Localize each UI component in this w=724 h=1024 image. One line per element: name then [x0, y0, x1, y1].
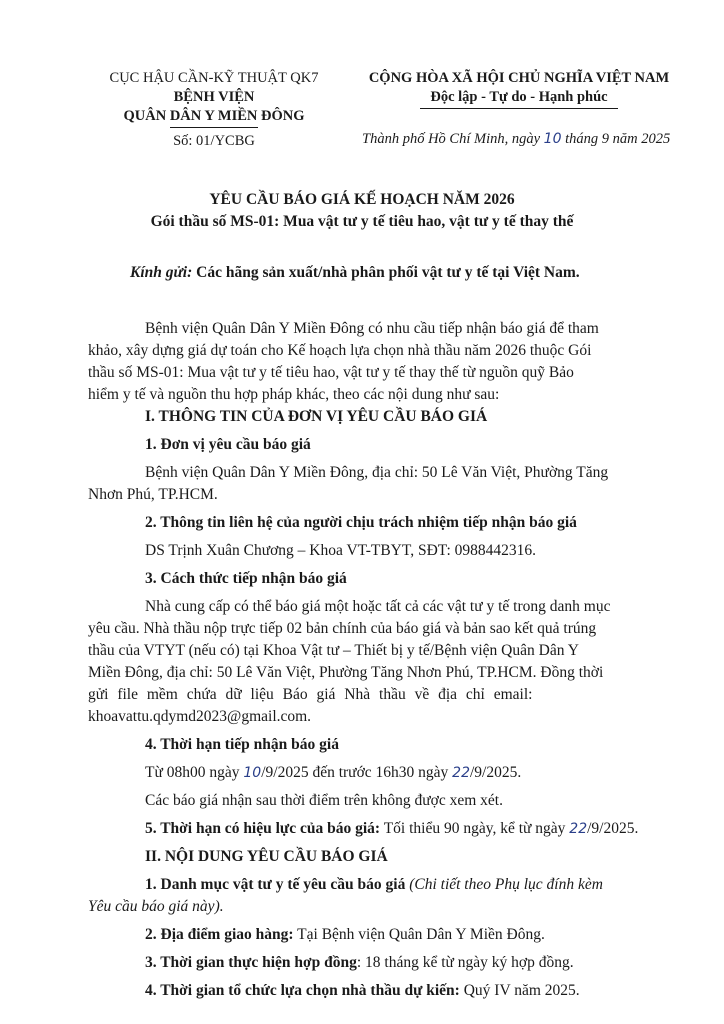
subsection-1-5-heading: 5. Thời hạn có hiệu lực của báo giá: — [145, 820, 381, 837]
subsection-1-3-heading: 3. Cách thức tiếp nhận báo giá — [145, 570, 347, 587]
subsection-1-4-heading: 4. Thời hạn tiếp nhận báo giá — [145, 736, 339, 753]
left-header-rule — [170, 127, 258, 128]
date-day-handwritten: 10 — [543, 131, 562, 147]
item-2-4-heading: 4. Thời gian tổ chức lựa chọn nhà thầu dự kiến: — [145, 982, 460, 999]
deadline-suffix: /9/2025. — [469, 764, 522, 781]
subsection-1-5-line — [145, 818, 638, 840]
item-2-2-heading: 2. Địa điểm giao hàng: — [145, 926, 294, 943]
validity-day-handwritten: 22 — [569, 821, 588, 837]
subsection-1-1-line-2: Nhơn Phú, TP.HCM. — [88, 486, 218, 503]
validity-text: Tối thiểu 90 ngày, kể từ ngày — [383, 820, 566, 837]
deadline-day-start-handwritten: 10 — [243, 765, 262, 781]
intro-line-3: thầu số MS-01: Mua vật tư y tế tiêu hao, vật tư y tế thay thế từ nguồn quỹ Bảo — [88, 364, 574, 381]
subsection-1-2-text: DS Trịnh Xuân Chương – Khoa VT-TBYT, SĐT: 0988442316. — [145, 542, 537, 559]
validity-suffix: /9/2025. — [587, 820, 639, 837]
intro-line-4: hiểm y tế và nguồn thu hợp pháp khác, theo các nội dung như sau: — [88, 386, 500, 403]
item-2-1-heading: 1. Danh mục vật tư y tế yêu cầu báo giá — [145, 876, 406, 893]
intro-line-2: khảo, xây dựng giá dự toán cho Kế hoạch lựa chọn nhà thầu năm 2026 thuộc Gói — [88, 342, 592, 359]
item-2-2-text: Tại Bệnh viện Quân Dân Y Miền Đông. — [297, 926, 545, 943]
recipient-label: Kính gửi: — [130, 264, 193, 281]
deadline-middle: /9/2025 đến trước 16h30 ngày — [261, 764, 449, 781]
hospital-name: QUÂN DÂN Y MIỀN ĐÔNG — [123, 108, 305, 124]
agency-name: CỤC HẬU CẦN-KỸ THUẬT QK7 — [109, 70, 319, 86]
section-2-heading: II. NỘI DUNG YÊU CẦU BÁO GIÁ — [145, 848, 388, 865]
subsection-1-4-line-2: Các báo giá nhận sau thời điểm trên không được xem xét. — [145, 792, 503, 809]
document-subtitle: Gói thầu số MS-01: Mua vật tư y tế tiêu hao, vật tư y tế thay thế — [150, 213, 574, 230]
item-2-1-note-a: (Chi tiết theo Phụ lục đính kèm — [409, 876, 603, 893]
subsection-1-2-heading: 2. Thông tin liên hệ của người chịu trách nhiệm tiếp nhận báo giá — [145, 514, 577, 531]
intro-line-1: Bệnh viện Quân Dân Y Miền Đông có nhu cầu tiếp nhận báo giá để tham — [145, 320, 599, 337]
subsection-1-3-line-3: thầu của VTYT (nếu có) tại Khoa Vật tư – Thiết bị y tế/Bệnh viện Quân Dân Y — [88, 642, 579, 659]
item-2-1-line-1 — [145, 874, 603, 896]
item-2-3-line — [145, 952, 574, 974]
country-title: CỘNG HÒA XÃ HỘI CHỦ NGHĨA VIỆT NAM — [368, 70, 670, 86]
deadline-prefix: Từ 08h00 ngày — [145, 764, 240, 781]
item-2-2-line — [145, 924, 545, 946]
recipient-text: Các hãng sản xuất/nhà phân phối vật tư y tế tại Việt Nam. — [196, 264, 580, 281]
recipient-line — [130, 262, 580, 284]
subsection-1-1-line-1: Bệnh viện Quân Dân Y Miền Đông, địa chỉ: 50 Lê Văn Việt, Phường Tăng — [145, 464, 609, 481]
item-2-1-note-b: Yêu cầu báo giá này). — [88, 898, 224, 915]
document-number: Số: 01/YCBG — [173, 133, 255, 149]
hospital-label: BỆNH VIỆN — [173, 89, 255, 105]
subsection-1-3-line-1: Nhà cung cấp có thể báo giá một hoặc tất cả các vật tư y tế trong danh mục — [145, 598, 611, 615]
subsection-1-1-heading: 1. Đơn vị yêu cầu báo giá — [145, 436, 311, 453]
date-line — [362, 131, 670, 148]
document-title: YÊU CẦU BÁO GIÁ KẾ HOẠCH NĂM 2026 — [209, 191, 515, 208]
subsection-1-3-line-5: gửi file mềm chứa dữ liệu Báo giá Nhà thầu về địa chỉ email: — [88, 686, 533, 703]
date-suffix: tháng 9 năm 2025 — [565, 131, 671, 147]
email-address: khoavattu.qdymd2023@gmail.com. — [88, 708, 312, 725]
item-2-3-heading: 3. Thời gian thực hiện hợp đồng — [145, 954, 357, 971]
section-1-heading: I. THÔNG TIN CỦA ĐƠN VỊ YÊU CẦU BÁO GIÁ — [145, 408, 488, 425]
item-2-4-line — [145, 980, 580, 1002]
date-prefix: Thành phố Hồ Chí Minh, ngày — [362, 131, 541, 147]
deadline-day-end-handwritten: 22 — [452, 765, 470, 781]
subsection-1-4-line-1 — [145, 762, 521, 784]
motto-rule — [420, 108, 618, 109]
item-2-3-text: : 18 tháng kể từ ngày ký hợp đồng. — [356, 954, 574, 971]
subsection-1-3-line-4: Miền Đông, địa chỉ: 50 Lê Văn Việt, Phường Tăng Nhơn Phú, TP.HCM. Đồng thời — [88, 664, 604, 681]
item-2-4-text: Quý IV năm 2025. — [463, 982, 580, 999]
motto: Độc lập - Tự do - Hạnh phúc — [430, 89, 608, 105]
subsection-1-3-line-2: yêu cầu. Nhà thầu nộp trực tiếp 02 bản chính của báo giá và bản sao kết quả trúng — [88, 620, 597, 637]
